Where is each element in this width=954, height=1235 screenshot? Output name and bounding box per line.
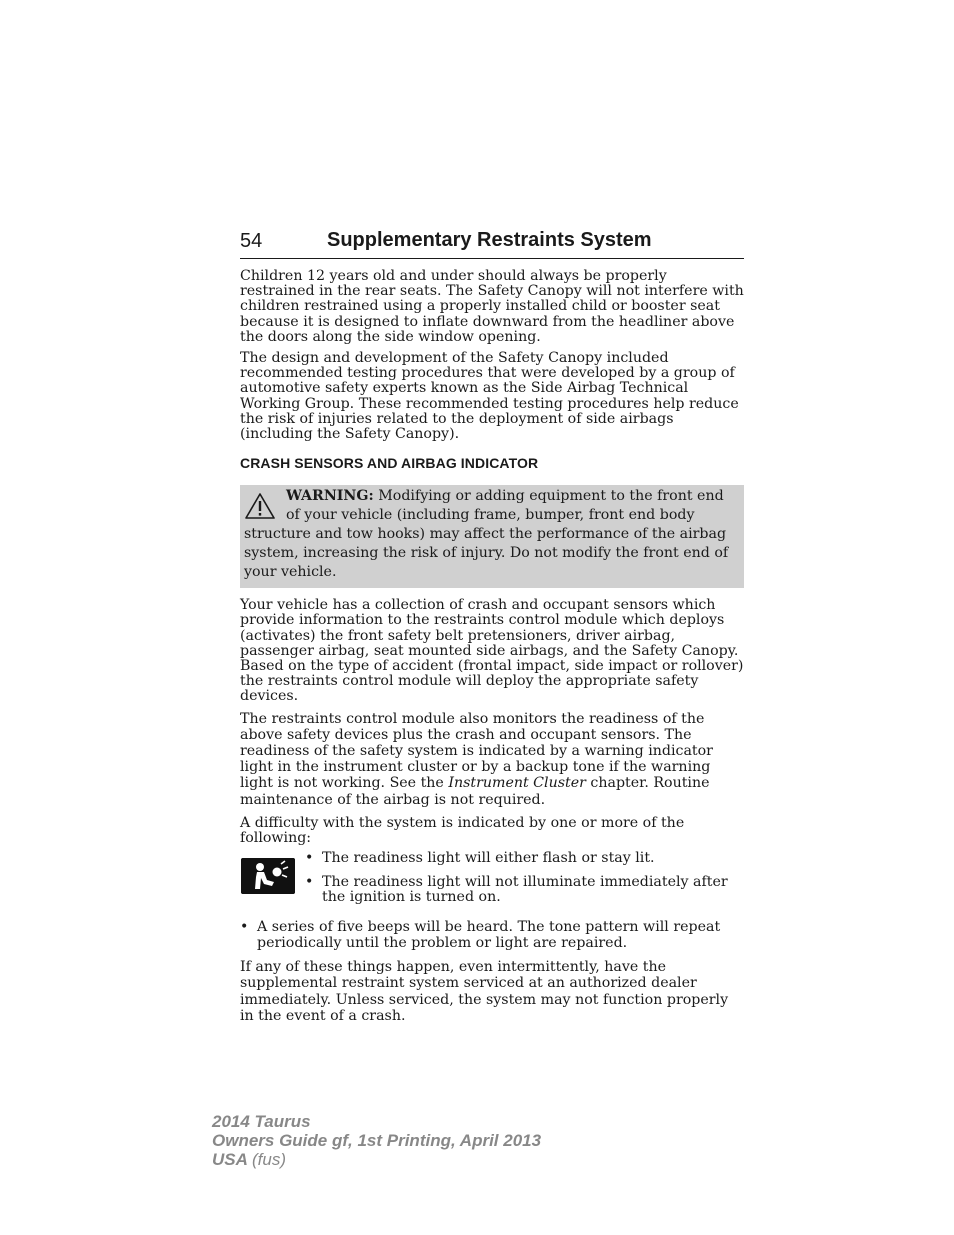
page-content <box>240 269 744 1030</box>
monitor-text-before: The restraints control module also monitors the readiness of the above safety devices plus the crash and occupant sensors. The readiness of the safety system is indicated by a warning indicator light in the instrument cluster or by a backup tone if the warning light is not working. See the <box>240 710 713 792</box>
footer-edition: Owners Guide gf, 1st Printing, April 2013 <box>212 1131 542 1150</box>
footer-model: 2014 Taurus <box>212 1112 311 1131</box>
airbag-warning-icon <box>241 858 295 894</box>
warning-triangle-icon <box>244 491 276 521</box>
page-header <box>240 228 744 259</box>
page-footer <box>212 1112 541 1169</box>
warning-label: WARNING: <box>286 488 374 505</box>
page-number: 54 <box>240 230 263 252</box>
paragraph-children: Children 12 years old and under should always be properly restrained in the rear seats. The Safety Canopy will not interfere with children restrained using a properly installed child or booster seat because it is designed to inflate downward from the headliner above the doors along the side window opening. <box>240 268 744 345</box>
monitor-text-after: chapter. Routine maintenance of the airbag is not required. <box>240 775 710 808</box>
paragraph-sensors: Your vehicle has a collection of crash and occupant sensors which provide information to the restraints control module which deploys (activates) the front safety belt pretensioners, driver airbag, passenger airbag, seat mounted side airbags, and the Safety Canopy. Based on the type of accident (frontal impact, side impact or rollover) the restraints control module will deploy the appropriate safety devices. <box>240 597 744 705</box>
list-item: • The readiness light will either flash or stay lit. <box>305 851 744 867</box>
warning-box <box>240 485 744 588</box>
paragraph-design: The design and development of the Safety Canopy included recommended testing procedures that were developed by a group of automotive safety experts known as the Side Airbag Technical Working Group. These recommended testing procedures help reduce the risk of injuries related to the deployment of side airbags (including the Safety Canopy). <box>240 350 739 443</box>
subheading: CRASH SENSORS AND AIRBAG INDICATOR <box>240 455 539 472</box>
footer-market <box>212 1150 541 1169</box>
warning-text: Modifying or adding equipment to the front end of your vehicle (including frame, bumper, front end body structure and tow hooks) may affect the performance of the airbag system, increasing the risk of injury. Do not modify the front end of your vehicle. <box>244 488 729 581</box>
beeps-bullet-list <box>240 920 744 951</box>
footer-code: (fus) <box>252 1150 286 1169</box>
instrument-cluster-reference: Instrument Cluster <box>448 775 586 792</box>
list-item: • A series of five beeps will be heard. The tone pattern will repeat periodically until the problem or light are repaired. <box>240 920 744 951</box>
indicator-bullet-list <box>305 851 744 914</box>
paragraph-final: If any of these things happen, even intermittently, have the supplemental restraint system serviced at an authorized dealer immediately. Unless serviced, the system may not function properly in the event of a crash. <box>240 959 729 1024</box>
indicator-bullets-row <box>240 851 744 914</box>
paragraph-difficulty: A difficulty with the system is indicated by one or more of the following: <box>240 814 685 847</box>
paragraph-monitor <box>240 711 744 808</box>
list-item: • The readiness light will not illuminate immediately after the ignition is turned on. <box>305 875 744 906</box>
section-title: Supplementary Restraints System <box>327 229 652 251</box>
footer-country: USA <box>212 1150 248 1169</box>
